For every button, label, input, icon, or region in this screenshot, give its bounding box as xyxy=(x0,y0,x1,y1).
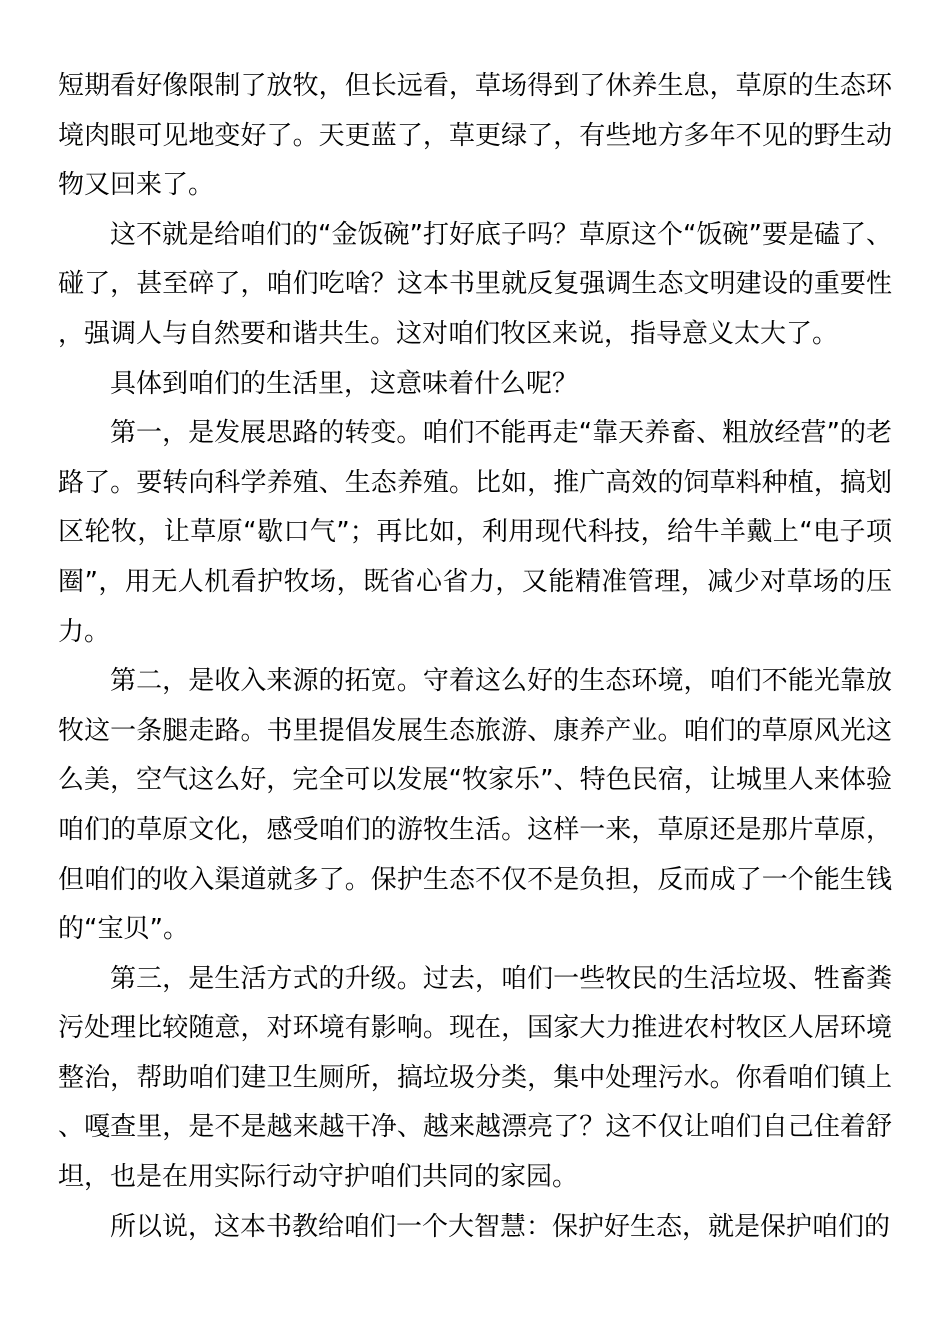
paragraph-conclusion: 所以说，这本书教给咱们一个大智慧：保护好生态，就是保护咱们的 xyxy=(110,1211,891,1242)
paragraph-question: 具体到咱们的生活里，这意味着什么呢？ xyxy=(110,368,579,399)
paragraph-point-three: 第三，是生活方式的升级。过去，咱们一些牧民的生活垃圾、牲畜粪污处理比较随意，对环境有影响。现在，国家大力推进农村牧区人居环境整治，帮助咱们建卫生厕所，搞垃圾分类，集中处理污水。你看咱们镇上、嘎查里，是不是越来越干净、越来越漂亮了？这不仅让咱们自己住着舒坦，也是在用实际行动守护咱们共同的家园。 xyxy=(58,963,892,1193)
paragraph-continuation: 短期看好像限制了放牧，但长远看，草场得到了休养生息，草原的生态环境肉眼可见地变好了。天更蓝了，草更绿了，有些地方多年不见的野生动物又回来了。 xyxy=(58,71,892,201)
document-body xyxy=(58,62,892,1252)
paragraph-point-one: 第一，是发展思路的转变。咱们不能再走“靠天养畜、粗放经营”的老路了。要转向科学养殖、生态养殖。比如，推广高效的饲草料种植，搞划区轮牧，让草原“歇口气”；再比如，利用现代科技，给牛羊戴上“电子项圈”，用无人机看护牧场，既省心省力，又能精准管理，减少对草场的压力。 xyxy=(58,418,892,647)
paragraph-point-two: 第二，是收入来源的拓宽。守着这么好的生态环境，咱们不能光靠放牧这一条腿走路。书里提倡发展生态旅游、康养产业。咱们的草原风光这么美，空气这么好，完全可以发展“牧家乐”、特色民宿，让城里人来体验咱们的草原文化，感受咱们的游牧生活。这样一来，草原还是那片草原，但咱们的收入渠道就多了。保护生态不仅不是负担，反而成了一个能生钱的“宝贝”。 xyxy=(58,666,892,945)
paragraph-golden-bowl: 这不就是给咱们的“金饭碗”打好底子吗？草原这个“饭碗”要是磕了、碰了，甚至碎了，咱们吃啥？这本书里就反复强调生态文明建设的重要性，强调人与自然要和谐共生。这对咱们牧区来说，指导意义太大了。 xyxy=(58,219,892,349)
